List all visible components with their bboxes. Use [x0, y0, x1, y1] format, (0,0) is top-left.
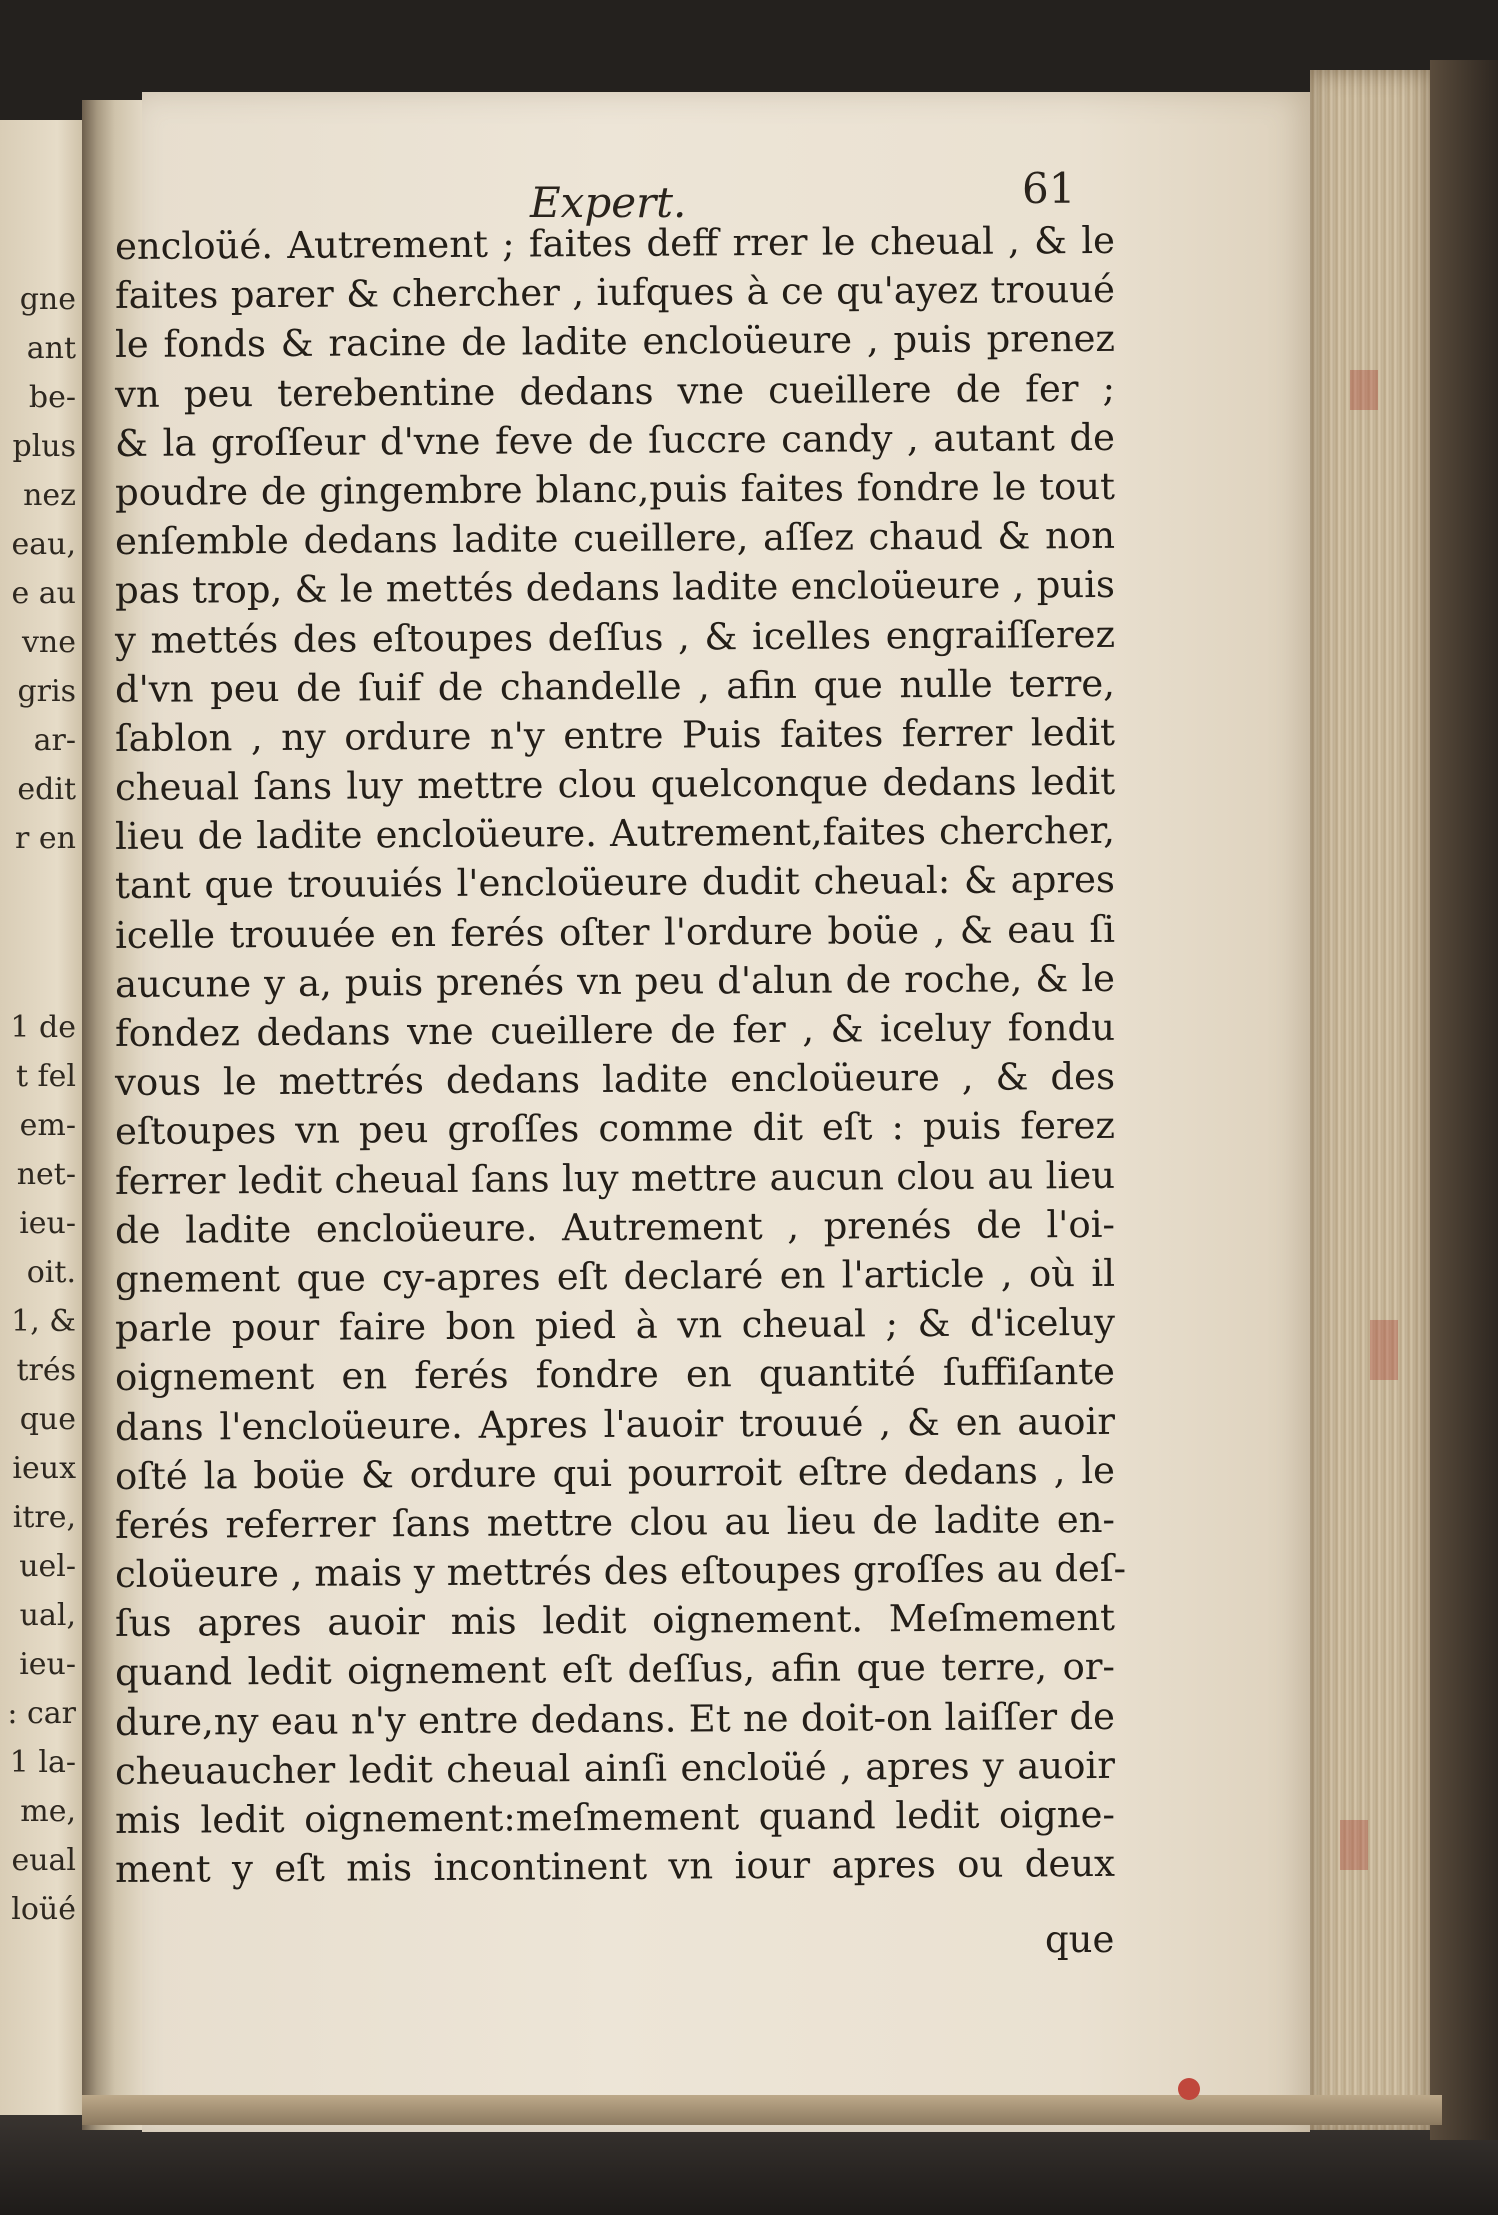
left-fragment: ieux: [12, 1451, 76, 1486]
left-fragment: oit.: [26, 1255, 76, 1290]
page-bottom-edge: [82, 2095, 1442, 2125]
left-fragment: ar-: [33, 723, 76, 758]
left-fragment: : car: [7, 1696, 76, 1731]
text-line: ferrer ledit cheual ſans luy mettre aucun clou au lieu: [114, 1153, 1116, 1203]
page-number: 61: [1022, 164, 1076, 213]
left-fragment: nez: [23, 478, 76, 513]
text-line: le fonds & racine de ladite encloüeure , puis prenez: [114, 317, 1116, 367]
left-fragment: itre,: [12, 1500, 76, 1535]
left-fragment: trés: [16, 1353, 76, 1388]
left-fragment: vne: [21, 625, 76, 660]
book-cover-edge: [1430, 60, 1498, 2140]
left-fragment: ual,: [19, 1598, 76, 1633]
left-fragment: t fel: [15, 1059, 76, 1094]
text-line: encloüé. Autrement ; faites deff rrer le cheual , & le: [114, 218, 1116, 268]
text-line: oſté la boüe & ordure qui pourroit eſtre dedans , le: [114, 1448, 1116, 1498]
text-line: ſus apres auoir mis ledit oignement. Meſmement: [114, 1596, 1116, 1646]
left-fragment: 1, &: [11, 1304, 76, 1339]
text-line: aucune y a, puis prenés vn peu d'alun de roche, & le: [114, 956, 1116, 1006]
catchword: que: [1045, 1918, 1115, 1961]
left-fragment: gne: [19, 282, 76, 317]
page-edges: [1310, 70, 1430, 2130]
left-fragment: e au: [11, 576, 76, 611]
left-fragment: eual: [11, 1843, 76, 1878]
left-fragment: gris: [17, 674, 76, 709]
text-line: faites parer & chercher , iufques à ce qu'ayez trouué: [114, 268, 1116, 318]
text-line: eſtoupes vn peu groſſes comme dit eſt : puis ferez: [114, 1104, 1116, 1154]
text-line: lieu de ladite encloüeure. Autrement,faites chercher,: [114, 809, 1116, 859]
text-line: dans l'encloüeure. Apres l'auoir trouué , & en auoir: [114, 1399, 1116, 1449]
left-fragment: me,: [20, 1794, 76, 1829]
text-line: parle pour faire bon pied à vn cheual ; & d'iceluy: [114, 1301, 1116, 1351]
text-line: & la groſſeur d'vne feve de ſuccre candy , autant de: [114, 415, 1116, 465]
left-fragment: uel-: [19, 1549, 76, 1584]
text-line: de ladite encloüeure. Autrement , prenés de l'oi-: [114, 1202, 1116, 1252]
text-line: fondez dedans vne cueillere de fer , & iceluy fondu: [114, 1005, 1116, 1055]
left-fragment: edit: [17, 772, 76, 807]
left-fragment: ieu-: [19, 1206, 76, 1241]
left-fragment: r en: [15, 821, 76, 856]
text-line: dure,ny eau n'y entre dedans. Et ne doit-on laiſſer de: [114, 1694, 1116, 1744]
left-fragment: ieu-: [19, 1647, 76, 1682]
text-line: cheual ſans luy mettre clou quelconque dedans ledit: [114, 759, 1116, 810]
text-line: vn peu terebentine dedans vne cueillere de fer ;: [114, 366, 1116, 416]
text-line: pas trop, & le mettés dedans ladite encloüeure , puis: [114, 563, 1116, 613]
text-line: mis ledit oignement:meſmement quand ledit oigne-: [114, 1792, 1116, 1842]
running-head: Expert.: [530, 178, 687, 227]
text-line: d'vn peu de ſuif de chandelle , afin que nulle terre,: [114, 661, 1116, 711]
left-fragment: be-: [28, 380, 76, 415]
left-fragment: 1 de: [10, 1010, 76, 1045]
text-line: quand ledit oignement eſt deſſus, afin que terre, or-: [114, 1645, 1116, 1695]
left-fragment: net-: [16, 1157, 76, 1192]
text-line: cheuaucher ledit cheual ainſi encloüé , apres y auoir: [114, 1743, 1116, 1793]
left-fragment: [0, 863, 82, 1003]
text-line: icelle trouuée en ferés oſter l'ordure boüe , & eau ſi: [114, 907, 1116, 957]
text-line: vous le mettrés dedans ladite encloüeure , & des: [114, 1055, 1116, 1105]
text-line: y mettés des eſtoupes deſſus , & icelles engraiſſerez: [114, 612, 1116, 662]
text-line: cloüeure , mais y mettrés des eſtoupes groſſes au deſ-: [114, 1546, 1127, 1597]
left-facing-page: [0, 120, 82, 2115]
left-fragment: ant: [26, 331, 76, 366]
left-page-text-fragments: [0, 275, 82, 1934]
body-text: [114, 218, 1127, 1894]
left-fragment: 1 la-: [9, 1745, 76, 1780]
left-fragment: plus: [12, 429, 76, 464]
text-line: ferés referrer ſans mettre clou au lieu de ladite en-: [114, 1497, 1116, 1547]
text-line: poudre de gingembre blanc,puis faites fondre le tout: [114, 464, 1116, 514]
left-fragment: loüé: [11, 1892, 76, 1927]
text-line: tant que trouuiés l'encloüeure dudit cheual: & apres: [114, 858, 1116, 908]
red-stain-mark: [1178, 2078, 1200, 2100]
left-fragment: eau,: [11, 527, 76, 562]
text-line: ment y eſt mis incontinent vn iour apres ou deux: [114, 1842, 1116, 1892]
text-line: enſemble dedans ladite cueillere, aſſez chaud & non: [114, 514, 1116, 564]
left-fragment: em-: [19, 1108, 76, 1143]
text-line: gnement que cy-apres eſt declaré en l'article , où il: [114, 1251, 1116, 1301]
text-line: oignement en ferés fondre en quantité ſuffiſante: [114, 1350, 1116, 1400]
text-line: ſablon , ny ordure n'y entre Puis faites ferrer ledit: [114, 710, 1116, 760]
left-fragment: que: [19, 1402, 76, 1437]
